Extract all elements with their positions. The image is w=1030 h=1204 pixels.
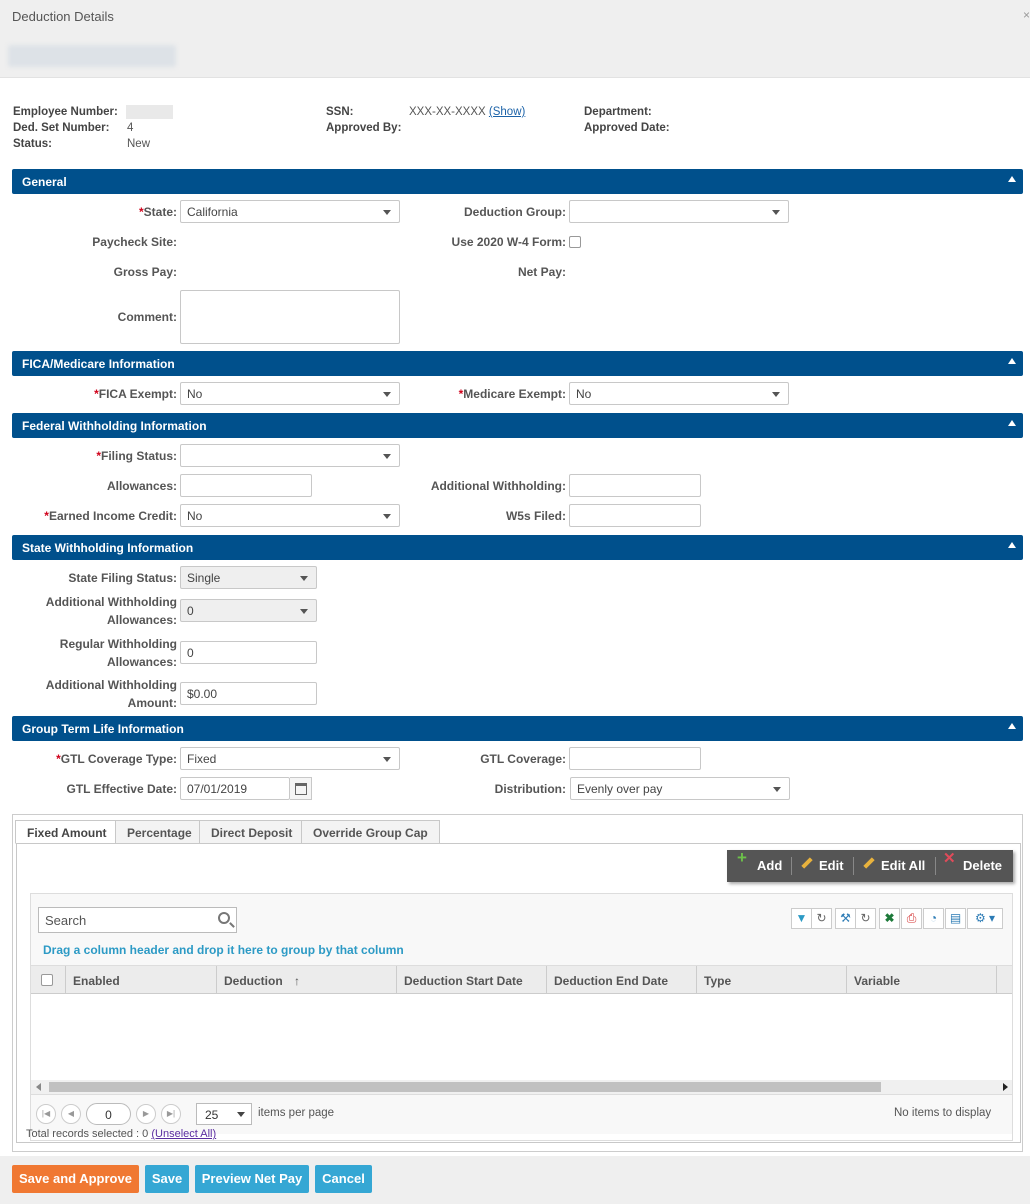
ded-set-value: 4 [127, 122, 134, 134]
grid-header [31, 966, 1012, 994]
department-label: Department: [584, 106, 652, 118]
approved-by-label: Approved By: [326, 122, 402, 134]
distribution-select[interactable]: Evenly over pay [570, 777, 790, 800]
section-federal[interactable] [12, 413, 1023, 438]
dialog-footer [0, 1156, 1030, 1204]
approved-date-label: Approved Date: [584, 122, 670, 134]
state-regular-allowances-label: Regular Withholding Allowances: [59, 637, 177, 669]
edit-button[interactable]: Edit [801, 850, 844, 882]
collapse-caret-icon[interactable] [1008, 420, 1016, 426]
additional-withholding-input[interactable] [569, 474, 701, 497]
add-button[interactable]: + Add [737, 848, 783, 873]
plus-icon: + [737, 848, 747, 867]
state-filing-status-select[interactable]: Single [180, 566, 317, 589]
chart-icon[interactable]: ◔ [923, 908, 944, 929]
status-value: New [127, 138, 151, 150]
delete-x-icon: ✕ [943, 850, 956, 867]
tab-override-group-cap[interactable]: Override Group Cap [301, 820, 440, 844]
edit-all-button[interactable]: Edit All [863, 850, 925, 882]
ded-set-label: Ded. Set Number: [13, 122, 110, 134]
dialog-titlebar [0, 0, 1030, 78]
column-type[interactable]: Type [697, 966, 847, 994]
employee-name-redacted [8, 45, 176, 67]
section-fica[interactable] [12, 351, 1023, 376]
distribution-label: Distribution: [494, 782, 566, 796]
unselect-all-link[interactable]: (Unselect All) [151, 1128, 217, 1140]
chevron-down-icon [300, 609, 308, 614]
grid-toolbar [727, 850, 1013, 882]
medicare-exempt-label: *Medicare Exempt: [458, 387, 566, 401]
close-icon[interactable]: × [1022, 8, 1030, 22]
fica-exempt-label: *FICA Exempt: [94, 387, 177, 401]
page-size-select[interactable]: 25 [196, 1103, 252, 1125]
deductions-grid [30, 893, 1013, 1141]
section-state-withholding[interactable] [12, 535, 1023, 560]
allowances-label: Allowances: [106, 479, 177, 493]
section-federal-title: Federal Withholding Information [22, 419, 207, 433]
comment-textarea[interactable] [180, 290, 400, 344]
next-page-icon[interactable]: ▶ [136, 1104, 156, 1124]
calendar-button[interactable] [290, 777, 312, 800]
ssn-value: XXX-XX-XXXX [409, 106, 486, 118]
net-pay-label: Net Pay: [517, 265, 566, 279]
gtl-effective-date-input[interactable]: 07/01/2019 [180, 777, 290, 800]
chevron-down-icon [383, 392, 391, 397]
filter-icon[interactable]: ▼ [791, 908, 812, 929]
gtl-coverage-label: GTL Coverage: [480, 752, 566, 766]
filing-status-select[interactable] [180, 444, 400, 467]
fica-exempt-select[interactable]: No [180, 382, 400, 405]
excel-icon[interactable]: ✖ [879, 908, 900, 929]
section-fica-title: FICA/Medicare Information [22, 357, 175, 371]
ssn-show-link[interactable]: (Show) [488, 106, 526, 118]
column-variable[interactable]: Variable [847, 966, 997, 994]
tab-direct-deposit[interactable]: Direct Deposit [199, 820, 304, 844]
state-add-amount-label: Additional Withholding Amount: [45, 678, 177, 710]
state-select[interactable]: California [180, 200, 400, 223]
grid-top-bar [31, 894, 1012, 966]
delete-button[interactable]: ✕ Delete [943, 850, 1003, 873]
collapse-caret-icon[interactable] [1008, 176, 1016, 182]
section-state-withholding-title: State Withholding Information [22, 541, 194, 555]
ssn-label: SSN: [326, 106, 354, 118]
tab-percentage[interactable]: Percentage [115, 820, 204, 844]
pencil-icon [863, 857, 874, 868]
chevron-down-icon [772, 392, 780, 397]
wrench-icon[interactable]: ⚒ [835, 908, 856, 929]
section-general-title: General [22, 175, 67, 189]
no-items-label: No items to display [894, 1107, 992, 1119]
gross-pay-label: Gross Pay: [113, 265, 177, 279]
state-add-amount-input[interactable]: $0.00 [180, 682, 317, 705]
gtl-coverage-type-label: *GTL Coverage Type: [56, 752, 177, 766]
page-number-input[interactable]: 0 [86, 1103, 131, 1125]
section-gtl[interactable] [12, 716, 1023, 741]
gtl-effective-date-label: GTL Effective Date: [66, 782, 177, 796]
prev-page-icon[interactable]: ◀ [61, 1104, 81, 1124]
state-add-allowances-label: Additional Withholding Allowances: [45, 595, 177, 627]
save-button[interactable]: Save [145, 1165, 189, 1193]
gtl-coverage-input[interactable] [569, 747, 701, 770]
grid-icon-bar [791, 908, 1006, 930]
column-enabled[interactable]: Enabled [66, 966, 217, 994]
pdf-icon[interactable]: ⎙ [901, 908, 922, 929]
group-by-hint: Drag a column header and drop it here to group by that column [43, 943, 404, 957]
chevron-down-icon [383, 210, 391, 215]
refresh-icon[interactable]: ↻ [811, 908, 832, 929]
gtl-coverage-type-select[interactable]: Fixed [180, 747, 400, 770]
collapse-caret-icon[interactable] [1008, 542, 1016, 548]
column-deduction-end-date[interactable]: Deduction End Date [547, 966, 697, 994]
state-label: *State: [138, 205, 177, 219]
deduction-tabs-panel [12, 814, 1023, 1152]
scrollbar-thumb[interactable] [49, 1082, 881, 1092]
horizontal-scrollbar[interactable] [31, 1080, 1012, 1094]
employee-number-redacted [126, 105, 173, 119]
chevron-down-icon [237, 1112, 245, 1117]
section-general[interactable] [12, 169, 1023, 194]
first-page-icon[interactable]: |◀ [36, 1104, 56, 1124]
search-icon [218, 912, 230, 924]
sort-ascending-icon: ↑ [294, 974, 301, 988]
cancel-button[interactable]: Cancel [315, 1165, 372, 1193]
comment-label: Comment: [117, 310, 177, 324]
chevron-down-icon [383, 454, 391, 459]
chevron-down-icon [383, 514, 391, 519]
column-deduction-start-date[interactable]: Deduction Start Date [397, 966, 547, 994]
search-input[interactable]: Search [38, 907, 237, 933]
column-deduction[interactable]: Deduction ↑ [217, 966, 397, 994]
earned-income-credit-label: *Earned Income Credit: [44, 509, 177, 523]
state-add-allowances-select[interactable]: 0 [180, 599, 317, 622]
section-gtl-title: Group Term Life Information [22, 722, 184, 736]
status-label: Status: [13, 138, 52, 150]
scroll-left-icon[interactable] [36, 1083, 41, 1091]
preview-net-pay-button[interactable]: Preview Net Pay [195, 1165, 309, 1193]
tab-content [16, 843, 1021, 1143]
document-icon[interactable]: ▤ [945, 908, 966, 929]
select-all-header [31, 966, 66, 994]
deduction-group-select[interactable] [569, 200, 789, 223]
deduction-group-label: Deduction Group: [464, 205, 566, 219]
chevron-down-icon [300, 576, 308, 581]
dialog-title: Deduction Details [12, 9, 114, 24]
chevron-down-icon [772, 210, 780, 215]
scroll-right-icon[interactable] [1003, 1083, 1008, 1091]
earned-income-credit-select[interactable]: No [180, 504, 400, 527]
collapse-caret-icon[interactable] [1008, 358, 1016, 364]
additional-withholding-label: Additional Withholding: [430, 479, 566, 493]
chevron-down-icon [383, 757, 391, 762]
collapse-caret-icon[interactable] [1008, 723, 1016, 729]
tab-fixed-amount[interactable]: Fixed Amount [15, 820, 119, 844]
medicare-exempt-select[interactable]: No [569, 382, 789, 405]
paycheck-site-label: Paycheck Site: [92, 235, 177, 249]
state-filing-status-label: State Filing Status: [68, 571, 177, 585]
save-and-approve-button[interactable]: Save and Approve [12, 1165, 139, 1193]
items-per-page-label: items per page [258, 1107, 335, 1119]
w5s-filed-input[interactable] [569, 504, 701, 527]
w5s-filed-label: W5s Filed: [505, 509, 566, 523]
pencil-icon [801, 857, 812, 868]
calendar-icon [295, 783, 307, 795]
filing-status-label: *Filing Status: [96, 449, 177, 463]
state-regular-allowances-input[interactable]: 0 [180, 641, 317, 664]
chevron-down-icon [773, 787, 781, 792]
last-page-icon[interactable]: ▶| [161, 1104, 181, 1124]
w4-form-checkbox[interactable] [569, 236, 581, 248]
select-all-checkbox[interactable] [41, 974, 53, 986]
allowances-input[interactable] [180, 474, 312, 497]
total-records-selected: Total records selected : 0 (Unselect All) [26, 1128, 217, 1140]
employee-number-label: Employee Number: [13, 106, 118, 118]
reset-icon[interactable]: ↻ [855, 908, 876, 929]
gear-icon[interactable]: ⚙ ▾ [967, 908, 1003, 929]
w4-form-label: Use 2020 W-4 Form: [451, 235, 566, 249]
